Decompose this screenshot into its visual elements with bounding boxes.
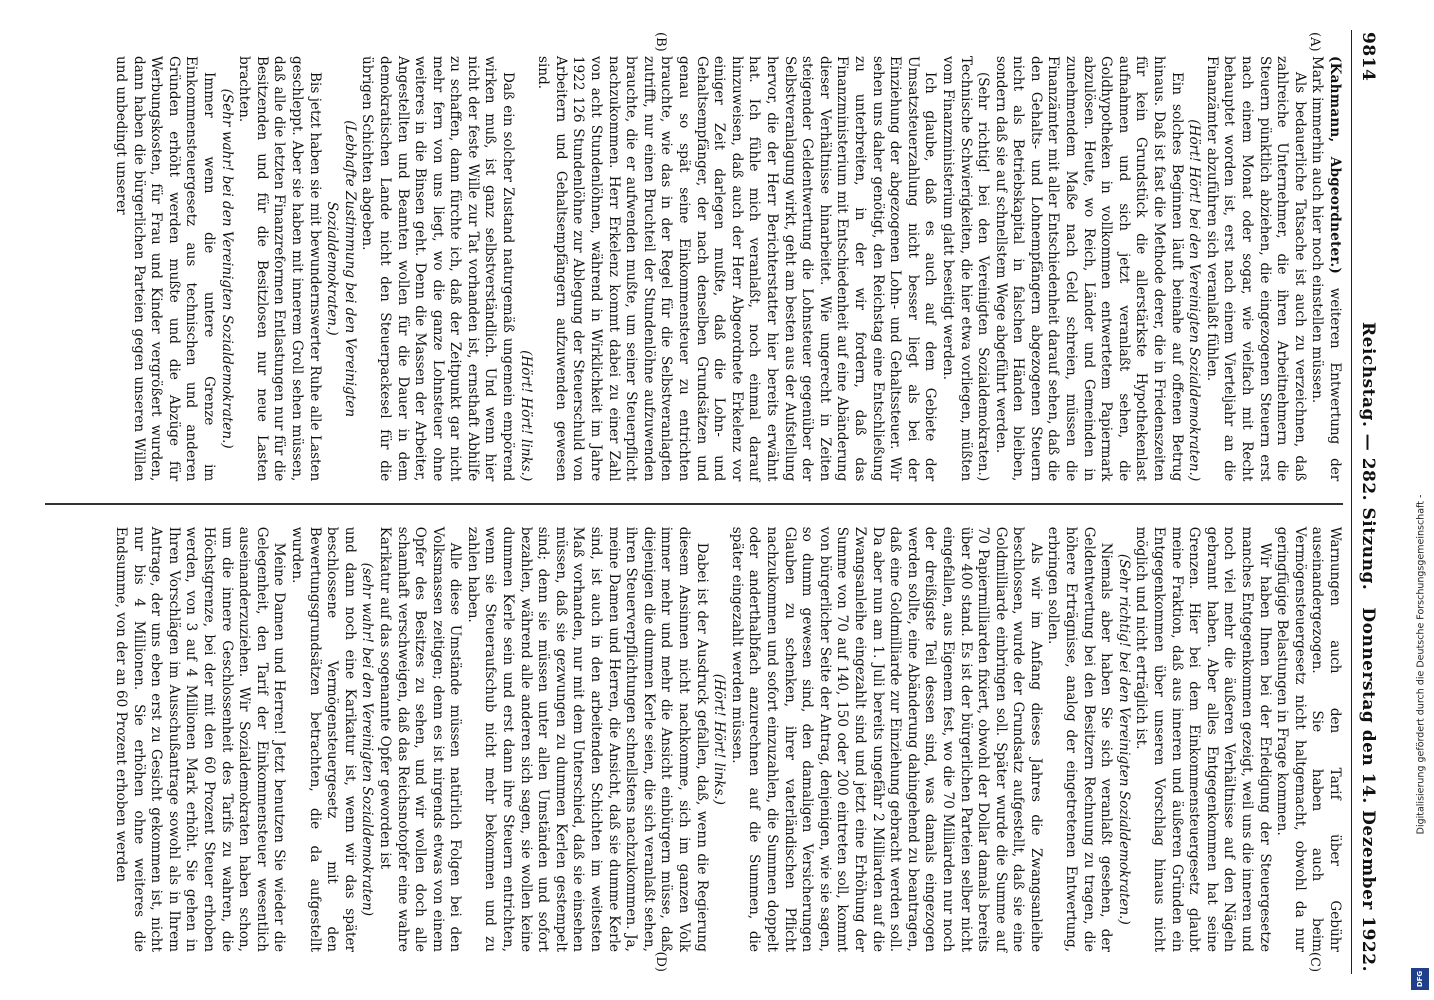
paragraph: Dabei ist der Ausdruck gefallen, daß, wenn die Regierung diesem Ansinnen nicht nachkomme, sich im ganzen Volk immer mehr und mehr die Ansicht einbürgern müsse, daß diejenigen die dummen Kerle seien, die sich veranlaßt sehen, ihren Steuerverpflichtungen schnellstens nachzukommen. Ja, meine Damen und Herren, die Ansicht, daß sie dumme Kerle sind, ist auch in den arbeitenden Schichten im weitesten Maß vorhanden, nur mit dem Unterschied, daß sie einsehen müssen, daß sie gezwungen zu dummen Kerlen gestempelt sind; denn sie müssen unter allen Umständen und sofort bezahlen, während alle anderen sich sagen, sie wollen keine dummen Kerle sein und erst dann ihre Steuern entrichten, wenn sie Steueraufschub nicht mehr bekommen und zu zahlen haben. [464, 526, 710, 953]
paragraph: Ich glaube, daß es auch auf dem Gebiete der Umsatzsteuerzahlung nicht besser liegt als bei der Einziehung der abgezogenen Lohn- und Gehaltssteuer. Wir sehen uns daher genötigt, den Reichstag eine Entschließung zu unterbreiten, in der wir fordern, daß das Finanzministerium mit Entschiedenheit auf eine Abänderung dieser Verhältnisse hinarbeitet. Wie ungerecht in Zeiten steigender Geldentwertung die Lohnsteuer gegenüber der Selbstveranlagung wirkt, geht am besten aus der Aufstellung hervor, die der Herr Berichterstatter hier bereits erwähnt hat. Ich fühle mich veranlaßt, noch einmal darauf hinzuweisen, daß auch der Herr Abgeordnete Erkelenz vor einiger Zeit darlegen mußte, daß die Lohn- und Gehaltsempfänger, der nach denselben Grundsätzen und genau so spät seine Einkommensteuer zu entrichten brauchte, wie das in der Regel für die Selbstveranlagten zutrifft, nur einen Bruchteil der Stundenlöhne aufzuwenden brauchte, die er aufwenden mußte, um seiner Steuerpflicht nachzukommen. Herr Erkelenz kommt dabei zu einer Zahl von acht Stundenlöhnen, während in Wirklichkeit im Jahre 1922 126 Stundenlöhne zur Ablegung der Steuerschuld von Arbeitern und Gehaltsempfängern aufzuwenden gewesen sind. [535, 56, 939, 482]
interjection: (sehr wahr! bei den Vereinigten Sozialdemokraten) [359, 562, 376, 917]
margin-marker-c: (C) [1307, 951, 1322, 973]
interjection: (Hört! Hört! links.) [711, 673, 728, 805]
page-header [1351, 30, 1378, 974]
paragraph: Ein solches Beginnen läuft beinahe auf offenen Betrug hinaus. Daß ist fast die Methode derer, die in Friedenszeiten für kein Grundstück die allerstärkste Hypothekenlast aufnahmen und sich jetzt veranlaßt sehen, die Goldhypotheken in vollkommen entwertetem Papiermark abzulösen. Heute, wo Reich, Länder und Gemeinden in zunehmendem Maße nach Geld schreien, müssen die Finanzämter mit aller Entschiedenheit darauf sehen, daß die den Gehalts- und Lohnempfängern abgezogenen Steuern nicht als Betriebskapital in falschen Händen bleiben, sondern daß sie auf schnellstem Wege abgeführt werden. [992, 56, 1185, 482]
left-column [45, 30, 1345, 503]
margin-marker-a: (A) [1307, 32, 1322, 52]
paragraph: Wir haben Ihnen bei der Erledigung der Steuergesetze manches Entgegenkommen gezeigt, weil uns die inneren und noch viel mehr die äußeren Verhältnisse auf den Nägeln gebrannt haben. Aber alles Entgegenkommen hat seine Grenzen. Hier bei dem Einkommensteuergesetz glaubt meine Fraktion, daß aus inneren und äußeren Gründen ein Entgegenkommen über unseren Vorschlag hinaus nicht möglich und nicht erträglich ist. [1133, 526, 1273, 953]
interjection: (Sehr richtig! bei den Vereinigten Sozialdemokraten.) [1115, 553, 1132, 925]
dfg-logo-icon: DFG [1411, 968, 1429, 990]
interjection: (Hört! Hört! bei den Vereinigten Sozialdemokraten.) [1186, 119, 1203, 482]
page-title: Reichstag. — 282. Sitzung. [1358, 322, 1378, 591]
text-columns [45, 30, 1345, 974]
interjection: (Hört! Hört! links.) [517, 350, 534, 482]
paragraph: Daß ein solcher Zustand naturgemäß ungemein empörend wirken muß, ist ganz selbstverständlich. Und wenn hier nicht der feste Wille zur Tat vorhanden ist, ernsthaft Abhilfe zu schaffen, dann fürchte ich, daß der Zeitpunkt gar nicht mehr fern von uns liegt, wo die ganze Lohnsteuer ohne weiteres in die Binsen geht. Denn die Massen der Arbeiter, Angestellten und Beamten wollen für die Dauer in dem demokratischen Lande nicht den Steuerpackesel für die übrigen Schichten abgeben. [359, 56, 517, 482]
page-number: 9814 [1358, 32, 1378, 82]
paragraph: Warnungen auch den Tarif über Gebühr auseinandergezogen. Sie haben auch beim Vermögensteuergesetz nicht haltgemacht, obwohl da nur geringfügige Belastungen in Frage kommen. [1274, 526, 1343, 953]
right-column [45, 505, 1345, 974]
digitization-footer [1407, 0, 1434, 1000]
margin-marker-d: (D) [653, 951, 668, 973]
session-date: Donnerstag den 14. Dezember 1922. [1358, 607, 1378, 972]
margin-marker-b: (B) [653, 32, 668, 52]
interjection: (Lebhafte Zustimmung bei den Vereinigten Sozialdemokraten.) [324, 120, 358, 418]
paragraph: Bis jetzt haben sie mit bewundernswerter Ruhe alle Lasten geschleppt. Aber sie haben mit innerem Groll sehen müssen, daß alle die letzten Finanzreformen Entlastungen nur für die Besitzenden und für die Besitzlosen nur neue Lasten brachten. [236, 56, 323, 482]
paragraph: Als bedauerliche Tatsache ist auch zu verzeichnen, daß zahlreiche Unternehmer, die ihren Arbeitnehmern die Steuern pünktlich abziehen, die eingezogenen Steuern erst nach einem Monat oder sogar, wie vielfach mit Recht behauptet worden ist, erst nach einem Vierteljahr an die Finanzämter abzuführen sich veranlaßt fühlen. [1203, 56, 1308, 482]
paragraph: Als wir im Anfang dieses Jahres die Zwangsanleihe beschlossen, wurde der Grundsatz aufgestellt, daß sie eine Goldmilliarde einbringen soll. Später wurde die Summe auf 70 Papiermilliarden fixiert, obwohl der Dollar damals bereits über 400 stand. Es ist der bürgerlichen Parteien selber nicht eingefallen, aus Eigenem fest, wo die 70 Milliarden nur noch der dreißigste Teil dessen sind, was damals eingezogen werden sollte, eine Abänderung dahingehend zu beantragen, daß eine Goldmilliarde zur Einziehung gebracht werden soll. Da aber nun am 1. Juli bereits ungefähr 2 Milliarden auf die Zwangsanleihe eingezahlt sind und jetzt eine Erhöhung der Summe von 70 auf 140, 150 oder 200 eintreten soll, kommt von bürgerlicher Seite der Antrag, denjenigen, wie sie sagen, so dumm gewesen sind, den damaligen Versicherungen Glauben zu schenken, ihrer vaterländischen Pflicht nachzukommen und sofort einzuzahlen, die Summen doppelt oder anderthalbfach anzurechnen auf die Summen, die später eingezahlt werden müssen. [728, 526, 1044, 953]
paragraph: und dann noch eine Karikatur ist, wenn wir das später beschlossene Vermögensteuergesetz mit den Bewertungsgrundsätzen betrachten, die da aufgestellt wurden. [288, 526, 358, 953]
footer-credit: Digitalisierung gefördert durch die Deutsche Forschungsgemeinschaft - [1415, 494, 1426, 835]
interjection: (Sehr wahr! bei den Vereinigten Sozialdemokraten.) [218, 88, 235, 449]
paragraph: Alle diese Umstände müssen natürlich Folgen bei den Volksmassen zeitigen; denn es ist nirgends etwas von einem Opfer des Besitzes zu sehen, und wir wollen doch alle schamhaft verschweigen, daß das Reichsnotopfer eine wahre Karikatur auf das sogenannte Opfer geworden ist [376, 526, 464, 953]
interjection: (Sehr richtig! bei den Vereinigten Sozialdemokraten.) Technische Schwierigkeiten, die hier etwa vorliegen, müßten vom Finanzministerium glatt beseitigt werden. [939, 56, 992, 482]
paragraph: Niemals aber haben Sie sich veranlaßt gesehen, der Geldentwertung bei den Besitzern Rechnung zu tragen, die höhere Erträgnisse, analog der eingetretenen Entwertung, erbringen sollen. [1045, 526, 1115, 953]
paragraph: Immer wenn die untere Grenze im Einkommensteuergesetz aus technischen und anderen Gründen erhöht werden mußte und die Abzüge für Werbungskosten, für Frau und Kinder vergrößert wurden, dann haben die bürgerlichen Parteien gegen unseren Willen und unbedingt unserer [113, 56, 217, 482]
speaker-line: (Kahmann, Abgeordneter.) weiteren Entwertung der Mark immerhin auch hier noch einstellen müssen. [1309, 56, 1343, 482]
paragraph: Meine Damen und Herren! Jetzt benutzen Sie wieder die Gelegenheit, den Tarif der Einkommensteuer wesentlich auseinanderzuziehen. Wir Sozialdemokraten haben schon, um die innere Geschlossenheit des Tarifs zu wahren, die Höchstgrenze, bei der mit den 60 Prozent Steuer erhoben werden, von 3 auf 4 Millionen Mark erhöht. Sie gehen in Ihren Vorschlägen im Ausschußantrage sowohl als in Ihrem Antrage, der uns eben erst zu Gesicht gekommen ist, nicht nur bis 4 Millionen. Sie erhöhen ohne weiteres die Endsumme, von der an 60 Prozent erhoben werden [113, 526, 288, 953]
